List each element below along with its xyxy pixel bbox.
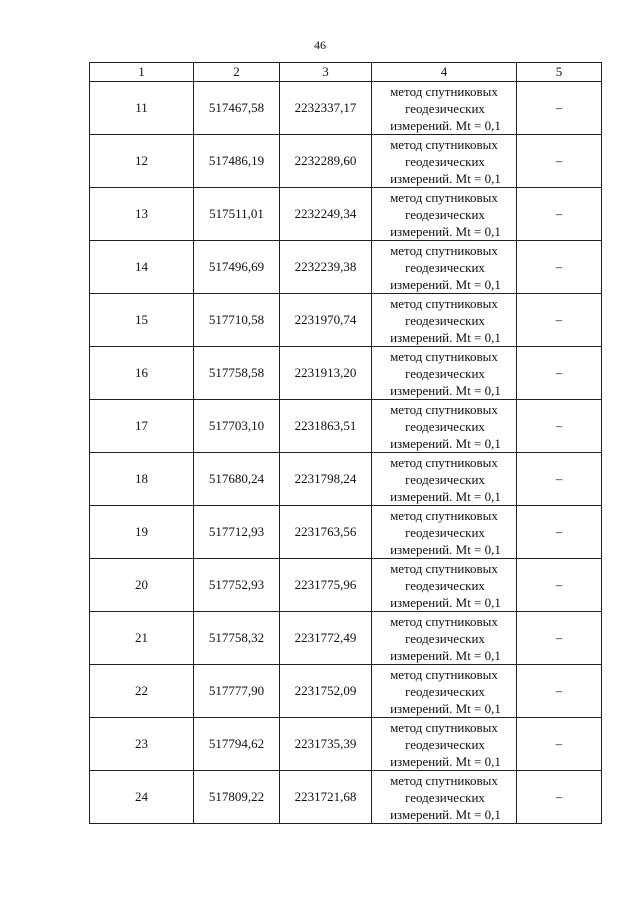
x-coordinate-cell: 517758,58 xyxy=(194,347,280,400)
point-number-cell: 14 xyxy=(90,241,194,294)
method-line: геодезических xyxy=(405,365,485,381)
x-coordinate-cell: 517758,32 xyxy=(194,612,280,665)
table-row xyxy=(90,771,602,824)
method-line: метод спутниковых xyxy=(390,401,498,417)
y-coordinate-cell: 2231798,24 xyxy=(280,453,372,506)
method-cell xyxy=(372,82,517,135)
method-line: метод спутниковых xyxy=(390,83,498,99)
method-cell xyxy=(372,453,517,506)
note-cell: – xyxy=(517,612,602,665)
point-number-cell: 22 xyxy=(90,665,194,718)
y-coordinate-cell: 2232239,38 xyxy=(280,241,372,294)
point-number-cell: 18 xyxy=(90,453,194,506)
x-coordinate-cell: 517467,58 xyxy=(194,82,280,135)
method-line: измерений. Mt = 0,1 xyxy=(390,382,501,398)
method-line: метод спутниковых xyxy=(390,348,498,364)
method-cell xyxy=(372,771,517,824)
note-cell: – xyxy=(517,294,602,347)
method-line: геодезических xyxy=(405,736,485,752)
method-line: метод спутниковых xyxy=(390,295,498,311)
note-cell: – xyxy=(517,506,602,559)
method-line: измерений. Mt = 0,1 xyxy=(390,753,501,769)
method-line: геодезических xyxy=(405,206,485,222)
note-cell: – xyxy=(517,82,602,135)
point-number-cell: 17 xyxy=(90,400,194,453)
method-cell xyxy=(372,400,517,453)
method-line: измерений. Mt = 0,1 xyxy=(390,647,501,663)
column-header: 2 xyxy=(194,63,280,82)
y-coordinate-cell: 2231721,68 xyxy=(280,771,372,824)
table-row xyxy=(90,506,602,559)
x-coordinate-cell: 517712,93 xyxy=(194,506,280,559)
x-coordinate-cell: 517809,22 xyxy=(194,771,280,824)
x-coordinate-cell: 517703,10 xyxy=(194,400,280,453)
method-line: геодезических xyxy=(405,418,485,434)
method-line: геодезических xyxy=(405,630,485,646)
column-header: 5 xyxy=(517,63,602,82)
point-number-cell: 23 xyxy=(90,718,194,771)
note-cell: – xyxy=(517,188,602,241)
column-header: 4 xyxy=(372,63,517,82)
point-number-cell: 11 xyxy=(90,82,194,135)
table-row xyxy=(90,82,602,135)
coordinates-table xyxy=(89,62,602,824)
method-line: измерений. Mt = 0,1 xyxy=(390,541,501,557)
y-coordinate-cell: 2231970,74 xyxy=(280,294,372,347)
method-line: метод спутниковых xyxy=(390,666,498,682)
method-line: измерений. Mt = 0,1 xyxy=(390,435,501,451)
method-line: метод спутниковых xyxy=(390,719,498,735)
method-line: измерений. Mt = 0,1 xyxy=(390,329,501,345)
note-cell: – xyxy=(517,400,602,453)
point-number-cell: 20 xyxy=(90,559,194,612)
method-line: метод спутниковых xyxy=(390,560,498,576)
method-cell xyxy=(372,559,517,612)
page-number: 46 xyxy=(314,38,326,52)
point-number-cell: 13 xyxy=(90,188,194,241)
x-coordinate-cell: 517794,62 xyxy=(194,718,280,771)
point-number-cell: 15 xyxy=(90,294,194,347)
method-line: геодезических xyxy=(405,789,485,805)
method-line: геодезических xyxy=(405,153,485,169)
column-header: 1 xyxy=(90,63,194,82)
method-line: измерений. Mt = 0,1 xyxy=(390,170,501,186)
table-row xyxy=(90,453,602,506)
method-line: метод спутниковых xyxy=(390,772,498,788)
note-cell: – xyxy=(517,135,602,188)
method-line: измерений. Mt = 0,1 xyxy=(390,223,501,239)
y-coordinate-cell: 2231763,56 xyxy=(280,506,372,559)
y-coordinate-cell: 2231735,39 xyxy=(280,718,372,771)
method-line: геодезических xyxy=(405,524,485,540)
y-coordinate-cell: 2232249,34 xyxy=(280,188,372,241)
y-coordinate-cell: 2232337,17 xyxy=(280,82,372,135)
table-header-row xyxy=(90,63,602,82)
table-row xyxy=(90,718,602,771)
y-coordinate-cell: 2231913,20 xyxy=(280,347,372,400)
method-cell xyxy=(372,294,517,347)
y-coordinate-cell: 2231772,49 xyxy=(280,612,372,665)
x-coordinate-cell: 517680,24 xyxy=(194,453,280,506)
point-number-cell: 24 xyxy=(90,771,194,824)
method-line: метод спутниковых xyxy=(390,189,498,205)
x-coordinate-cell: 517511,01 xyxy=(194,188,280,241)
method-line: метод спутниковых xyxy=(390,613,498,629)
y-coordinate-cell: 2231775,96 xyxy=(280,559,372,612)
method-line: геодезических xyxy=(405,577,485,593)
x-coordinate-cell: 517777,90 xyxy=(194,665,280,718)
method-line: геодезических xyxy=(405,100,485,116)
method-line: геодезических xyxy=(405,312,485,328)
table-row xyxy=(90,347,602,400)
method-line: измерений. Mt = 0,1 xyxy=(390,117,501,133)
method-line: геодезических xyxy=(405,471,485,487)
method-line: геодезических xyxy=(405,259,485,275)
x-coordinate-cell: 517710,58 xyxy=(194,294,280,347)
table-row xyxy=(90,188,602,241)
note-cell: – xyxy=(517,559,602,612)
x-coordinate-cell: 517496,69 xyxy=(194,241,280,294)
table-row xyxy=(90,241,602,294)
table-row xyxy=(90,665,602,718)
method-cell xyxy=(372,241,517,294)
method-line: геодезических xyxy=(405,683,485,699)
column-header: 3 xyxy=(280,63,372,82)
method-line: измерений. Mt = 0,1 xyxy=(390,806,501,822)
note-cell: – xyxy=(517,453,602,506)
note-cell: – xyxy=(517,347,602,400)
method-line: метод спутниковых xyxy=(390,242,498,258)
table-row xyxy=(90,612,602,665)
y-coordinate-cell: 2232289,60 xyxy=(280,135,372,188)
point-number-cell: 12 xyxy=(90,135,194,188)
y-coordinate-cell: 2231863,51 xyxy=(280,400,372,453)
y-coordinate-cell: 2231752,09 xyxy=(280,665,372,718)
note-cell: – xyxy=(517,771,602,824)
method-cell xyxy=(372,665,517,718)
method-line: измерений. Mt = 0,1 xyxy=(390,488,501,504)
method-cell xyxy=(372,347,517,400)
table-row xyxy=(90,400,602,453)
note-cell: – xyxy=(517,241,602,294)
method-line: метод спутниковых xyxy=(390,507,498,523)
x-coordinate-cell: 517752,93 xyxy=(194,559,280,612)
point-number-cell: 21 xyxy=(90,612,194,665)
method-cell xyxy=(372,506,517,559)
method-cell xyxy=(372,188,517,241)
method-cell xyxy=(372,135,517,188)
x-coordinate-cell: 517486,19 xyxy=(194,135,280,188)
note-cell: – xyxy=(517,718,602,771)
method-line: метод спутниковых xyxy=(390,136,498,152)
method-cell xyxy=(372,612,517,665)
method-line: измерений. Mt = 0,1 xyxy=(390,594,501,610)
method-line: измерений. Mt = 0,1 xyxy=(390,276,501,292)
table-body xyxy=(90,82,602,824)
point-number-cell: 16 xyxy=(90,347,194,400)
note-cell: – xyxy=(517,665,602,718)
method-cell xyxy=(372,718,517,771)
point-number-cell: 19 xyxy=(90,506,194,559)
table-row xyxy=(90,294,602,347)
table-row xyxy=(90,135,602,188)
method-line: метод спутниковых xyxy=(390,454,498,470)
table-row xyxy=(90,559,602,612)
method-line: измерений. Mt = 0,1 xyxy=(390,700,501,716)
